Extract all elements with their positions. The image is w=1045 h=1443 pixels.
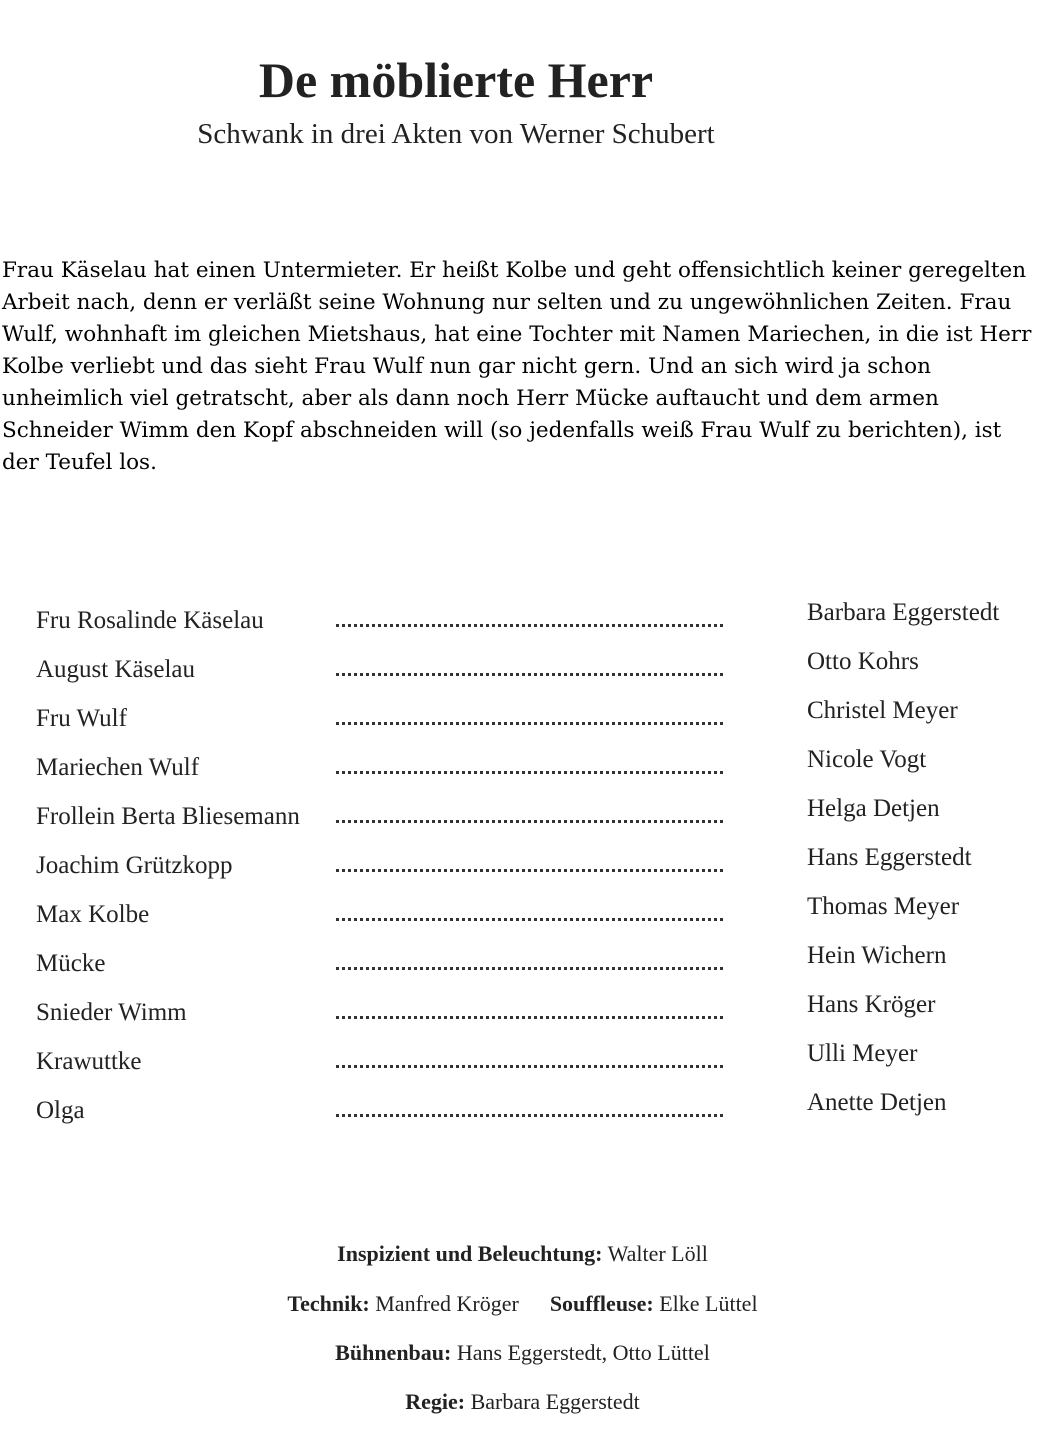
credit-technik-souffleuse <box>0 1290 1045 1318</box>
dot-leader <box>336 771 723 774</box>
credit-label: Bühnenbau: <box>335 1340 452 1365</box>
dot-leader <box>336 1016 723 1019</box>
cast-row <box>0 1086 1045 1135</box>
cast-role: Fru Rosalinde Käselau <box>36 607 264 634</box>
dot-leader <box>336 722 723 725</box>
credit-label: Regie: <box>405 1389 466 1414</box>
cast-role: Max Kolbe <box>36 901 150 928</box>
cast-role: Mariechen Wulf <box>36 754 200 781</box>
cast-role: Frollein Berta Bliesemann <box>36 803 300 830</box>
cast-actor: Christel Meyer <box>807 697 958 724</box>
dot-leader <box>336 1065 723 1068</box>
cast-role: Olga <box>36 1097 85 1124</box>
cast-actor: Otto Kohrs <box>807 648 919 675</box>
dot-leader <box>336 1114 723 1117</box>
dot-leader <box>336 673 723 676</box>
credit-label: Inspizient und Beleuchtung: <box>337 1241 603 1266</box>
cast-actor: Ulli Meyer <box>807 1040 918 1067</box>
play-title: De möblierte Herr <box>258 52 654 108</box>
cast-row <box>0 694 1045 743</box>
credit-label: Souffleuse: <box>549 1291 654 1316</box>
credit-inspizient <box>0 1240 1045 1268</box>
cast-row <box>0 890 1045 939</box>
cast-actor: Hans Kröger <box>807 991 936 1018</box>
dot-leader <box>336 967 723 970</box>
cast-role: Krawuttke <box>36 1048 142 1075</box>
cast-row <box>0 988 1045 1037</box>
cast-actor: Hein Wichern <box>807 942 947 969</box>
dot-leader <box>336 918 723 921</box>
cast-actor: Helga Detjen <box>807 795 940 822</box>
cast-row <box>0 792 1045 841</box>
dot-leader <box>336 624 723 627</box>
credit-label: Technik: <box>287 1291 370 1316</box>
credit-value: Hans Eggerstedt, Otto Lüttel <box>456 1340 710 1365</box>
dot-leader <box>336 869 723 872</box>
cast-row <box>0 1037 1045 1086</box>
cast-role: Joachim Grützkopp <box>36 852 233 879</box>
cast-row <box>0 645 1045 694</box>
cast-row <box>0 743 1045 792</box>
cast-role: Mücke <box>36 950 106 977</box>
synopsis-paragraph: Frau Käselau hat einen Untermieter. Er heißt Kolbe und geht offensichtlich keiner geregelten Arbeit nach, denn er verläßt seine Wohnung nur selten und zu ungewöhnlichen Zeiten. Frau Wulf, wohnhaft im gleichen Mietshaus, hat eine Tochter mit Namen Mariechen, in die ist Herr Kolbe verliebt und das sieht Frau Wulf nun gar nicht gern. Und an sich wird ja schon unheimlich viel getratscht, aber als dann noch Herr Mücke auftaucht und dem armen Schneider Wimm den Kopf abschneiden will (so jedenfalls weiß Frau Wulf zu berichten), ist der Teufel los. <box>2 258 1032 475</box>
cast-actor: Anette Detjen <box>807 1089 947 1116</box>
cast-row <box>0 939 1045 988</box>
cast-actor: Barbara Eggerstedt <box>807 599 1000 626</box>
credit-buehnenbau <box>0 1339 1045 1367</box>
credit-value: Elke Lüttel <box>659 1291 758 1316</box>
credit-value: Walter Löll <box>607 1241 708 1266</box>
cast-row <box>0 841 1045 890</box>
cast-actor: Hans Eggerstedt <box>807 844 972 871</box>
cast-actor: Thomas Meyer <box>807 893 960 920</box>
cast-row <box>0 596 1045 645</box>
credit-regie <box>0 1388 1045 1416</box>
cast-actor: Nicole Vogt <box>807 746 927 773</box>
credit-value: Barbara Eggerstedt <box>470 1389 640 1414</box>
play-subtitle: Schwank in drei Akten von Werner Schubert <box>197 118 715 150</box>
cast-role: Snieder Wimm <box>36 999 187 1026</box>
cast-role: August Käselau <box>36 656 195 683</box>
dot-leader <box>336 820 723 823</box>
cast-role: Fru Wulf <box>36 705 127 732</box>
credit-value: Manfred Kröger <box>375 1291 519 1316</box>
